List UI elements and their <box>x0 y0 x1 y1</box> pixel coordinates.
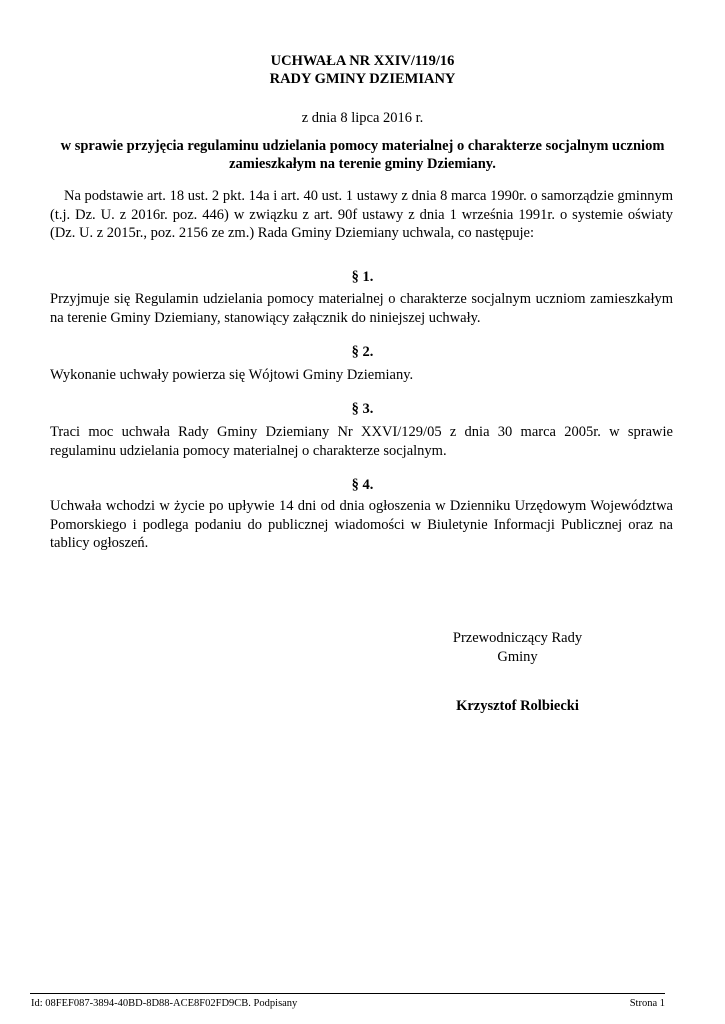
signature-role-line-1: Przewodniczący Rady <box>452 630 583 646</box>
section-1-heading: § 1. <box>351 269 374 285</box>
title-line-1: UCHWAŁA NR XXIV/119/16 <box>270 53 455 69</box>
document-date: z dnia 8 lipca 2016 r. <box>301 110 424 126</box>
signature-role-line-2: Gminy <box>497 648 538 665</box>
footer-document-id: Id: 08FEF087-3894-40BD-8D88-ACE8F02FD9CB. Podpisany <box>31 998 298 1009</box>
section-1-text: Przyjmuje się Regulamin udzielania pomocy materialnej o charakterze socjalnym uczniom zamieszkałym na terenie Gminy Dziemiany, stanowiący załącznik do niniejszej uchwały. <box>50 291 673 326</box>
section-3-text: Traci moc uchwała Rady Gminy Dziemiany Nr XXVI/129/05 z dnia 30 marca 2005r. w sprawie regulaminu udzielania pomocy materialnej o charakterze socjalnym. <box>50 424 673 459</box>
preamble: Na podstawie art. 18 ust. 2 pkt. 14a i art. 40 ust. 1 ustawy z dnia 8 marca 1990r. o samorządzie gminnym (t.j. Dz. U. z 2016r. poz. 446) w związku z art. 90f ustawy z dnia 1 września 1991r. o systemie oświaty (Dz. U. z 2015r., poz. 2156 ze zm.) Rada Gminy Dziemiany uchwala, co następuje: <box>50 188 673 241</box>
section-2-heading: § 2. <box>351 344 374 360</box>
section-4-text: Uchwała wchodzi w życie po upływie 14 dni od dnia ogłoszenia w Dzienniku Urzędowym Województwa Pomorskiego i podlega podaniu do publicznej wiadomości w Biuletynie Informacji Publicznej oraz na tablicy ogłoszeń. <box>50 498 673 551</box>
section-3-heading: § 3. <box>351 401 374 417</box>
document-subject: w sprawie przyjęcia regulaminu udzielania pomocy materialnej o charakterze socjalnym uczniom zamieszkałym na terenie gminy Dziemiany. <box>60 138 665 172</box>
title-line-2: RADY GMINY DZIEMIANY <box>269 71 456 87</box>
section-2-text: Wykonanie uchwały powierza się Wójtowi Gminy Dziemiany. <box>50 367 414 383</box>
signature-name: Krzysztof Rolbiecki <box>456 698 579 714</box>
signature-role <box>435 629 600 666</box>
document-title <box>0 52 725 88</box>
footer-page-number: Strona 1 <box>629 998 665 1009</box>
section-4-heading: § 4. <box>351 477 374 493</box>
footer-divider <box>30 993 665 994</box>
